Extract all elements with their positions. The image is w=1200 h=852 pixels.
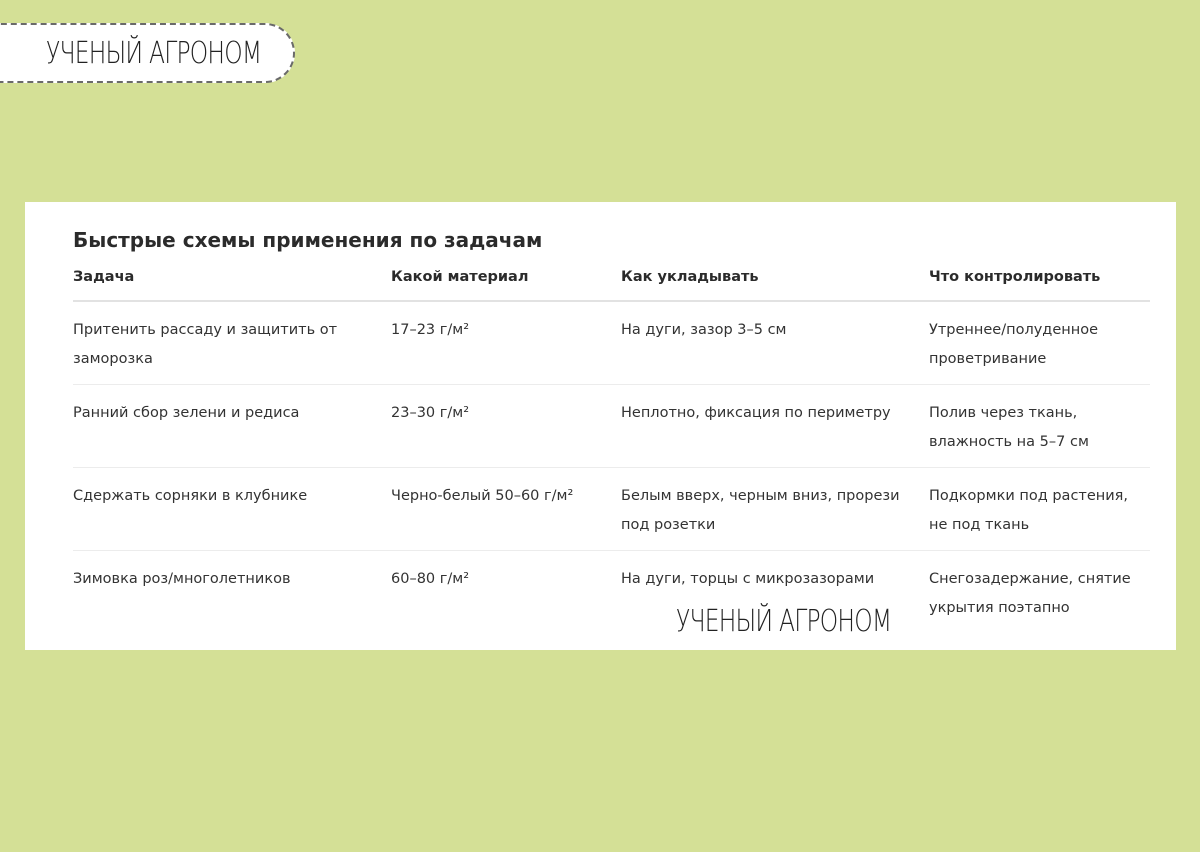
cell-control: Снегозадержание, снятие укрытия поэтапно [929,571,1131,616]
cell-laying: На дуги, зазор 3–5 см [621,301,929,385]
table-title: Быстрые схемы применения по задачам [73,228,543,252]
column-header-task: Задача [73,264,391,301]
cell-material: 17–23 г/м² [391,301,621,385]
cell-material: 23–30 г/м² [391,385,621,468]
cell-laying: Белым вверх, черным вниз, прорези под розетки [621,468,929,551]
table-row [73,301,1150,385]
cell-material: Черно-белый 50–60 г/м² [391,468,621,551]
cell-control: Подкормки под растения, не под ткань [929,468,1150,551]
cell-task: Сдержать сорняки в клубнике [73,468,391,551]
cell-laying: Неплотно, фиксация по периметру [621,385,929,468]
cell-task: Зимовка роз/многолетников [73,571,291,587]
table-card [25,202,1176,650]
column-header-laying: Как укладывать [621,264,929,301]
column-header-control: Что контролировать [929,264,1150,301]
table-row [73,468,1150,551]
cell-control: Утреннее/полуденное проветривание [929,301,1150,385]
brand-logo: УЧЕНЫЙ АГРОНОМ [46,36,262,71]
watermark: УЧЕНЫЙ АГРОНОМ [676,604,892,639]
cell-laying: На дуги, торцы с микрозазорами [621,571,875,587]
cell-task: Притенить рассаду и защитить от заморозка [73,301,391,385]
table-row [73,385,1150,468]
table-row [73,551,1150,634]
cell-control: Полив через ткань, влажность на 5–7 см [929,385,1150,468]
schemes-table [73,264,1150,633]
cell-material: 60–80 г/м² [391,571,470,587]
column-header-material: Какой материал [391,264,621,301]
cell-task: Ранний сбор зелени и редиса [73,385,391,468]
table-header-row [73,264,1150,301]
